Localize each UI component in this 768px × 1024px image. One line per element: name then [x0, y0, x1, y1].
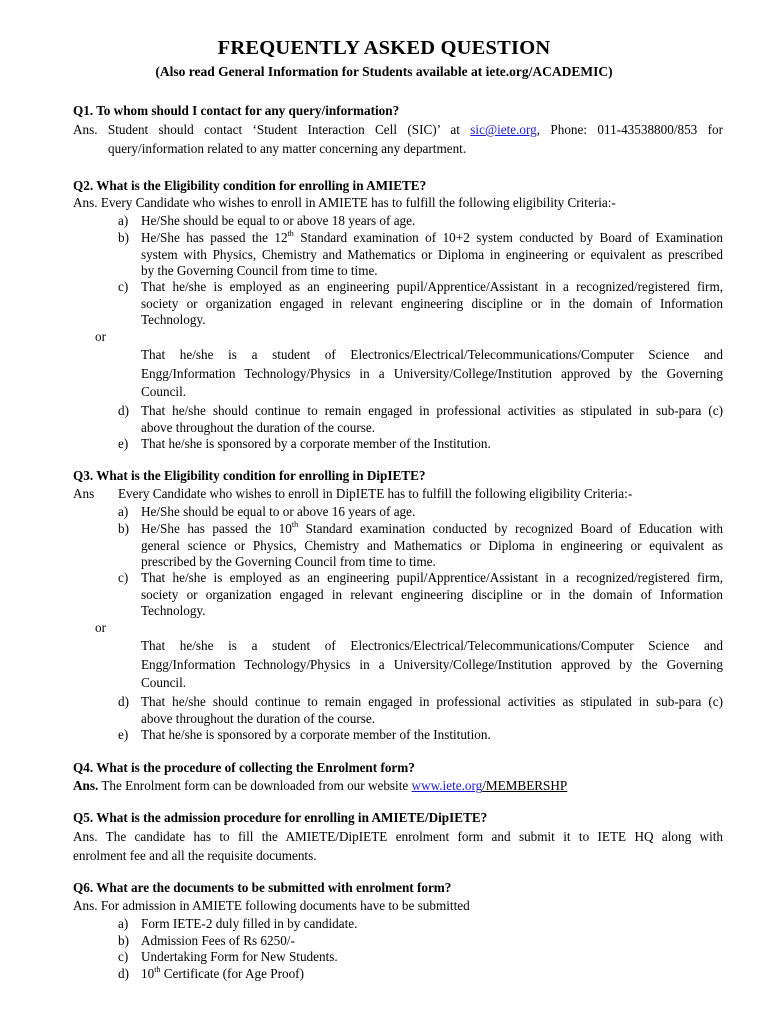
list-label: a) [118, 504, 129, 519]
sic-email-link[interactable]: sic@iete.org [470, 122, 537, 137]
question-4: Q4. What is the procedure of collecting the Enrolment form? [73, 760, 415, 775]
page-title: FREQUENTLY ASKED QUESTION [217, 37, 551, 59]
list-text: above throughout the duration of the course. [141, 419, 376, 435]
answer-4 [73, 778, 723, 795]
list-text: by the Governing Council from time to time. [141, 263, 378, 278]
list-text: 10th Certificate (for Age Proof) [141, 965, 304, 981]
list-text: Engg/Information Technology/Physics in a University/College/Institution approved by the Governing [141, 656, 723, 672]
q3-alternative [141, 637, 723, 693]
list-text: That he/she is employed as an engineering pupil/Apprentice/Assistant in a recognized/registered firm, [141, 279, 723, 294]
answer-label: Ans [73, 486, 95, 501]
list-text: That he/she is sponsored by a corporate member of the Institution. [141, 727, 491, 742]
list-text: Council. [141, 384, 187, 399]
list-text: Council. [141, 675, 187, 690]
answer-5-line-2: enrolment fee and all the requisite documents. [73, 848, 317, 863]
list-label: d) [118, 694, 129, 709]
list-label: a) [118, 916, 129, 931]
list-text: above throughout the duration of the course. [141, 710, 376, 726]
list-label: b) [118, 933, 129, 948]
answer-1-line-2: query/information related to any matter concerning any department. [108, 141, 467, 156]
list-text: prescribed by the Governing Council from time to time. [141, 554, 436, 569]
superscript: th [291, 520, 299, 529]
q2-alternative [141, 346, 723, 402]
answer-1-text: Ans. Student should contact ‘Student Interaction Cell (SIC)’ at [73, 122, 460, 137]
membership-path[interactable]: /MEMBERSHP [482, 778, 568, 793]
question-1: Q1. To whom should I contact for any query/information? [73, 103, 400, 118]
list-text: Technology. [141, 312, 206, 327]
list-label: e) [118, 436, 129, 451]
list-label: c) [118, 949, 129, 964]
iete-website-link[interactable]: www.iete.org [411, 778, 483, 793]
list-text: society or organization engaged in relevant engineering discipline or in the domain of Information [141, 586, 723, 602]
list-text: He/She should be equal to or above 16 years of age. [141, 504, 416, 519]
list-label: b) [118, 521, 129, 536]
list-text: Engg/Information Technology/Physics in a University/College/Institution approved by the Governing [141, 365, 723, 381]
or-separator: or [95, 620, 106, 635]
list-text: He/She has passed the 10th Standard examination conducted by recognized Board of Education with [141, 520, 723, 536]
superscript: th [287, 229, 294, 238]
list-label: b) [118, 230, 129, 245]
answer-1-line-1 [73, 122, 723, 139]
question-2: Q2. What is the Eligibility condition for enrolling in AMIETE? [73, 178, 427, 193]
list-text: That he/she is a student of Electronics/Electrical/Telecommunications/Computer Science and [141, 638, 723, 653]
list-text: He/She has passed the 12th Standard examination of 10+2 system conducted by Board of Examination [141, 229, 723, 245]
list-text: Technology. [141, 603, 206, 618]
list-text: That he/she should continue to remain engaged in professional activities as stipulated in sub-para (c) [141, 694, 723, 709]
answer-5-line-1: Ans. The candidate has to fill the AMIETE/DipIETE enrolment form and submit it to IETE HQ along with [73, 829, 723, 844]
or-separator: or [95, 329, 106, 344]
list-text: That he/she is a student of Electronics/Electrical/Telecommunications/Computer Science and [141, 347, 723, 362]
list-text: Admission Fees of Rs 6250/- [141, 933, 295, 948]
list-label: e) [118, 727, 129, 742]
list-text: That he/she should continue to remain engaged in professional activities as stipulated in sub-para (c) [141, 403, 723, 418]
list-text: Form IETE-2 duly filled in by candidate. [141, 916, 358, 931]
list-text: society or organization engaged in relevant engineering discipline or in the domain of Information [141, 295, 723, 311]
list-text: That he/she is sponsored by a corporate member of the Institution. [141, 436, 491, 451]
answer-3-text: Every Candidate who wishes to enroll in DipIETE has to fulfill the following eligibility Criteria:- [118, 486, 633, 501]
list-label: d) [118, 403, 129, 418]
list-label: d) [118, 966, 129, 981]
page-subtitle: (Also read General Information for Students available at iete.org/ACADEMIC) [155, 64, 613, 79]
list-label: c) [118, 279, 129, 294]
answer-1-phone: , Phone: 011-43538800/853 for [536, 122, 724, 137]
list-text: Undertaking Form for New Students. [141, 949, 338, 964]
list-text: system with Physics, Chemistry and Mathematics or Diploma in engineering or equivalent as prescribed [141, 246, 723, 262]
question-5: Q5. What is the admission procedure for enrolling in AMIETE/DipIETE? [73, 810, 488, 825]
question-6: Q6. What are the documents to be submitted with enrolment form? [73, 880, 452, 895]
answer-6: Ans. For admission in AMIETE following documents have to be submitted [73, 898, 470, 913]
answer-label: Ans. [73, 778, 99, 793]
superscript: th [154, 965, 161, 974]
list-label: c) [118, 570, 129, 585]
list-text: That he/she is employed as an engineering pupil/Apprentice/Assistant in a recognized/registered firm, [141, 570, 723, 585]
answer-4-text: The Enrolment form can be downloaded from our website [101, 778, 409, 793]
answer-3 [73, 486, 723, 503]
list-text: general science or Physics, Chemistry and Mathematics or Diploma in engineering or equivalent as [141, 537, 723, 553]
question-3: Q3. What is the Eligibility condition for enrolling in DipIETE? [73, 468, 426, 483]
list-label: a) [118, 213, 129, 228]
answer-2: Ans. Every Candidate who wishes to enroll in AMIETE has to fulfill the following eligibility Criteria:- [73, 195, 616, 210]
list-text: He/She should be equal to or above 18 years of age. [141, 213, 416, 228]
